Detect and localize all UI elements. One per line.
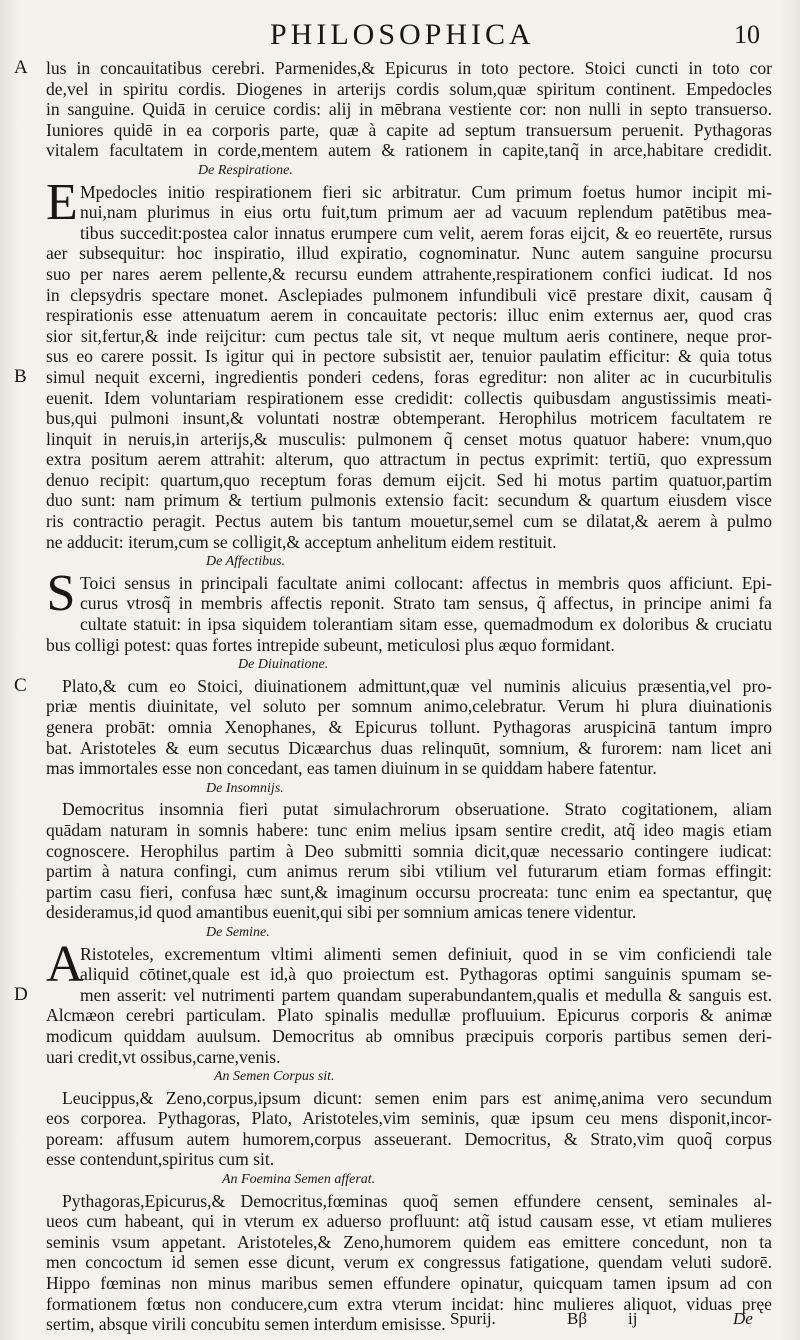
respiratione-paragraph — [14, 173, 772, 553]
text-line: Hippo fœminas non minus maribus semen effundere opinatur, quicquam tamen ipsum ad con — [46, 1273, 772, 1294]
text-line: respirationis esse attenuatum aerem in concauitate pectoris: illuc enim externus aer, quod cras — [46, 305, 772, 326]
text-line: ueos cum habeant, qui in vterum ex aduerso profluunt: atq̃ istud causam esse, vt etiam mulieres — [46, 1211, 772, 1232]
text-line: suo per nares aerem pellente,& recursu eundem attrahente,respirationem confici iudicat. Id nos — [46, 263, 772, 284]
section-heading-diuinatione: De Diuinatione. — [238, 657, 329, 673]
footer-word: Spurij. — [450, 1309, 496, 1328]
text-line: simul nequit excerni, ingredientis ponderi cedens, foras egreditur: non aliter ac in cucurbitulis — [46, 366, 772, 387]
section-heading-semine: De Semine. — [206, 924, 270, 940]
text-line: duo sunt: nam primum & tertium pulmonis extensio facit: secundum & quartum eiusdem visce — [46, 490, 772, 511]
text-line: mas immortales esse non concedant, eas tamen diuinum in se quiddam habere fatentur. — [46, 758, 657, 779]
text-line: tibus succedit:postea calor innatus erumpere cum velit, aerem foras eijcit, & eo reuertēte, rursus — [80, 222, 772, 243]
text-line: nui,nam plurimus in eius ortu fuit,tum primum aer ad vacuum replendum patētibus mea- — [80, 202, 772, 223]
section-heading-insomniis: De Insomnijs. — [206, 780, 284, 796]
text-block — [14, 57, 772, 1335]
text-line: esse contendunt,spiritus cum sit. — [46, 1149, 275, 1170]
folio-number: 10 — [734, 20, 760, 49]
text-line: poream: affusum autem humorem,corpus asseuerant. Democritus, & Strato,vim quoq̃ corpus — [46, 1128, 772, 1149]
text-line: denuo recipit: quartum,quo receptum foras demum eijcit. Sed hi motus partim quatuor,partim — [46, 469, 772, 490]
text-line: priæ mentis diuinitate, vel soluto per somnum animo,celebratur. Verum hi plura diuinationis — [46, 696, 772, 717]
text-line: linquit in neruis,in arterijs,& musculis: pulmonem q̃ censet motus quatuor habere: vnum,quo — [46, 428, 772, 449]
text-line: formationem fœtus non conducere,cum extra vterum incidat: hinc mulieres aliquot, viduas pręe — [46, 1293, 772, 1314]
text-line: bus,qui pulmoni insunt,& voluntati nostræ obtemperant. Herophilus motricem facultatem re — [46, 408, 772, 429]
text-line: Ristoteles, excrementum vltimi alimenti semen definiuit, quod in se vim conficiendi tale — [80, 943, 772, 964]
text-line: in clepsydris spectare monet. Asclepiades pulmonem infundibuli vicē prestare dixit, causam q̃ — [46, 284, 772, 305]
margin-letter-a: A — [14, 57, 28, 78]
semine-paragraph — [14, 935, 772, 1068]
drop-cap: S — [46, 564, 76, 622]
text-line: Mpedocles initio respirationem fieri sic arbitratur. Cum primum foetus humor incipit mi- — [80, 181, 772, 202]
margin-letter-d: D — [14, 983, 28, 1005]
section-heading-corpus: An Semen Corpus sit. — [214, 1069, 335, 1085]
text-line: lus in concauitatibus cerebri. Parmenides,& Epicurus in toto pectore. Stoici cuncti in toto cor — [46, 58, 772, 78]
page-title: PHILOSOPHICA — [270, 18, 535, 51]
text-line: Pythagoras,Epicurus,& Democritus,fœminas quoq̃ semen effundere censent, seminales al- — [62, 1190, 772, 1211]
text-line: Democritus insomnia fieri putat simulachrorum obseruatione. Strato cogitationem, aliam — [62, 799, 772, 820]
text-line: aer subsequitur: hoc inspiratio, illud expiratio, cognominatur. Nunc autem sanguine procursu — [46, 243, 772, 264]
drop-cap: A — [46, 935, 84, 993]
text-line: Toici sensus in principali facultate animi collocant: affectus in membris quos afficiunt. Epi- — [80, 572, 772, 593]
section-heading-respiratione: De Respiratione. — [198, 162, 293, 178]
text-line: partim à natura confingi, cum animus rerum sibi vtilium vel futurarum etiam formas effingit: — [46, 861, 772, 882]
signature-mark: Bβ — [567, 1309, 587, 1328]
diuinatione-paragraph — [14, 674, 772, 779]
text-line: extra positum aerem attrahit: alterum, quo attractum in pectus exprimit: tertiū, quo expressum — [46, 449, 772, 470]
text-line: aliquid cōtinet,quale est id,à quo proiectum est. Pythagoras optimi sanguinis spumam se- — [80, 964, 772, 985]
text-line: vitalem facultatem in corde,mentem autem & rationem in capite,tanq̃ in arce,habitare credidit. — [46, 140, 772, 161]
page-footer — [0, 1307, 800, 1333]
text-line: quādam naturam in somnis habere: tunc enim melius ipsam sentire credit, atq̃ ideo magis etiam — [46, 819, 772, 840]
text-line: Iuniores quidē in ea corporis parte, quæ à capite ad septum transuersum peruenit. Pythagoras — [46, 119, 772, 140]
signature-number: ij — [628, 1309, 638, 1328]
text-line: men asserit: vel nutrimenti partem quandam superabundantem,qualis et medulla & sanguis est. — [80, 984, 772, 1005]
text-line: ne adducit: iterum,cum se colligit,& acceptum anhelitum eidem restituit. — [46, 531, 557, 552]
affectibus-paragraph — [46, 564, 772, 655]
text-line: Alcmæon cerebri particulam. Plato spinalis medullæ profluuium. Epicurus corporis & animæ — [46, 1005, 772, 1026]
text-line: cognoscere. Herophilus partim à Deo submitti somnia dicit,quæ necessario contingere iudicat: — [46, 840, 772, 861]
text-line: desideramus,id quod amantibus euenit,qui sibi per somnium amicas tenere videntur. — [46, 902, 637, 923]
text-line: bus colligi potest: quas fortes intrepide subeunt, meticulosi plus æquo formidant. — [46, 634, 615, 655]
text-line: partim casu fieri, confusa hæc sunt,& imaginum occursu procreata: tunc enim ea spectantur, quę — [46, 881, 772, 902]
corpus-paragraph — [46, 1088, 772, 1170]
intro-paragraph — [14, 57, 772, 161]
running-head — [0, 10, 800, 54]
margin-letter-b: B — [14, 365, 27, 387]
text-line: in sanguine. Quidā in ceruice cordis: alij in mēbrana vestiente cor: non nulli in septo transuerso. — [46, 99, 772, 120]
section-heading-foemina: An Foemina Semen afferat. — [222, 1172, 376, 1188]
margin-letter-c: C — [14, 674, 27, 696]
text-line: sus eo carere possit. Is igitur qui in pectore subsistit aer, tenuior paulatim efficitur: & quia totus — [46, 346, 772, 367]
text-line: euenit. Idem voluntariam respirationem esse credidit: collectis quibusdam angustissimis meati- — [46, 387, 772, 408]
catchword: De — [733, 1309, 753, 1328]
text-line: Plato,& cum eo Stoici, diuinationem admittunt,quæ vel numinis alicuius præsentia,vel pro- — [62, 675, 772, 696]
text-line: de,vel in spiritu cordis. Diogenes in arterijs cordis solum,quæ spiritum continent. Empedocles — [46, 78, 772, 99]
text-line: ris contractio peragit. Pectus autem bis tantum mouetur,semel cum se dilatat,& aerem à pulmo — [46, 511, 772, 532]
text-line: sior sit,fertur,& inde reijcitur: cum pectus tale sit, vt neque multum aeris continere, neque pror- — [46, 325, 772, 346]
text-line: modicum quiddam auulsum. Democritus ab omnibus præcipuis corporis partibus semen deri- — [46, 1025, 772, 1046]
text-line: sertim, absque virili concubitu semen interdum emisisse. — [46, 1314, 446, 1335]
text-line: eos corporea. Pythagoras, Plato, Aristoteles,vim seminis, quæ ipsum ceu mens disponit,incor- — [46, 1108, 772, 1129]
text-line: bat. Aristoteles & eum secutus Dicæarchus duas relinquūt, somnium, & furorem: nam licet ani — [46, 737, 772, 758]
section-heading-affectibus: De Affectibus. — [206, 554, 286, 570]
text-line: cultate statuit: in ipsa siquidem tolerantiam sitam esse, quemadmodum ex doloribus & cruciatu — [80, 614, 772, 635]
insomniis-paragraph — [46, 799, 772, 923]
drop-cap: E — [46, 173, 78, 231]
text-line: genera probāt: omnia Xenophanes, & Epicurus tollunt. Pythagoras aruspicinā tantum impro — [46, 717, 772, 737]
text-line: curus vtrosq̃ in membris affectis reponit. Strato tam sensus, q̃ affectus, in principe animi fa — [80, 593, 772, 614]
text-line: men concoctum id semen esse dicunt, verum ex congressus fatigatione, quendam veluti sudorē. — [46, 1252, 772, 1273]
text-line: seminis vsum appetant. Aristoteles,& Zeno,humorem quidem eas emittere concedunt, non ta — [46, 1231, 772, 1252]
text-line: Leucippus,& Zeno,corpus,ipsum dicunt: semen enim pars est animę,anima vero secundum — [62, 1087, 772, 1108]
text-line: uari credit,vt ossibus,carne,venis. — [46, 1046, 281, 1067]
